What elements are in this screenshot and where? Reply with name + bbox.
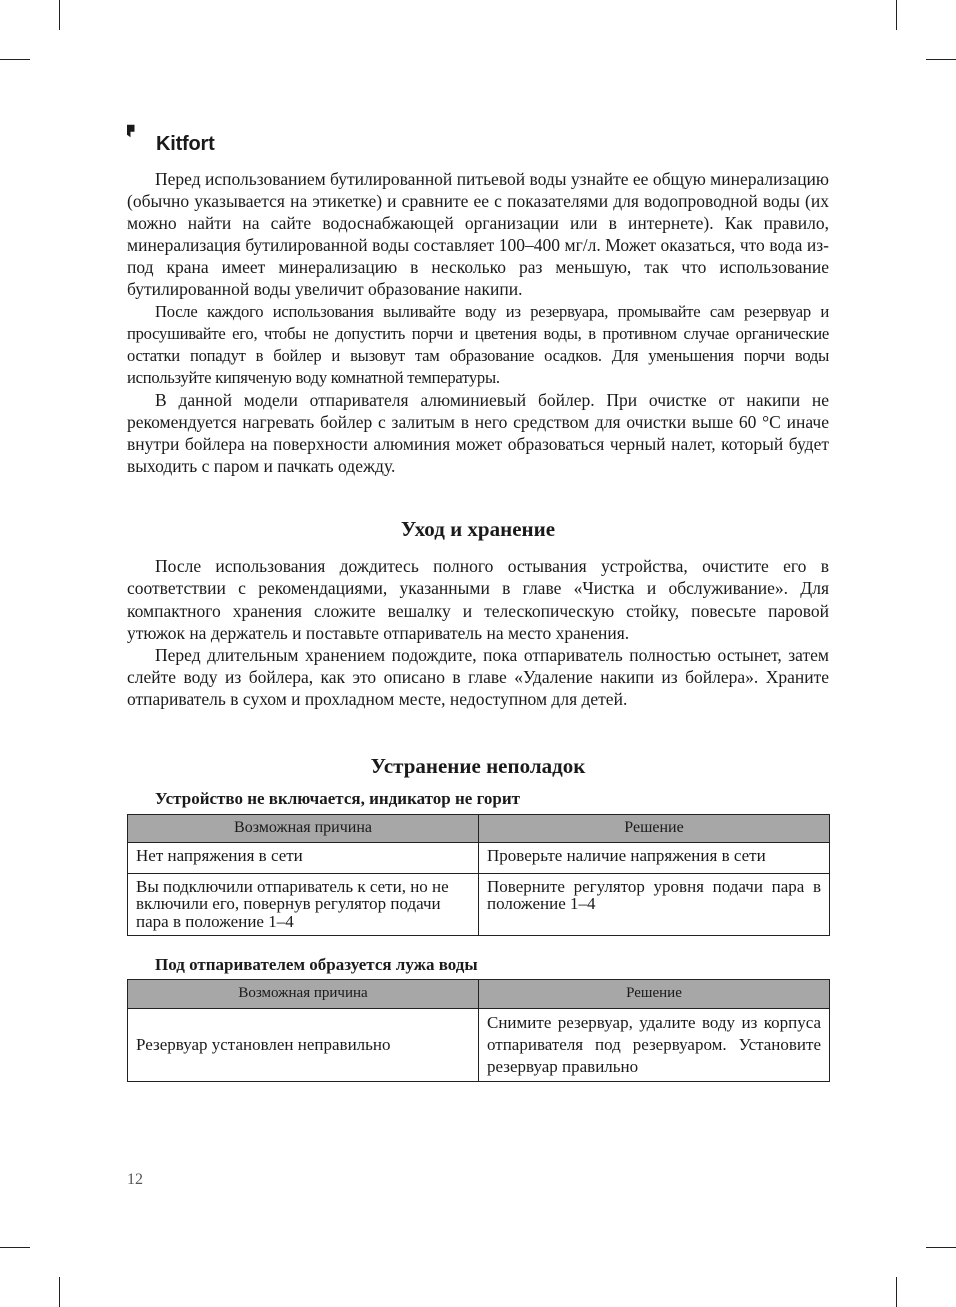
crop-mark <box>926 1247 956 1248</box>
crop-mark <box>59 1277 60 1307</box>
table-heading: Под отпаривателем образуется лужа воды <box>155 954 478 974</box>
crop-mark <box>896 1277 897 1307</box>
table-cell-cause: Резервуар установлен неправильно <box>128 1008 479 1081</box>
page-content <box>127 168 829 1082</box>
troubleshooting-table <box>127 979 830 1082</box>
brand-name: Kitfort <box>156 133 215 155</box>
page-number: 12 <box>127 1171 143 1188</box>
crop-mark <box>896 0 897 30</box>
crop-mark <box>59 0 60 30</box>
table-cell-cause: Нет напряжения в сети <box>128 842 479 873</box>
crop-mark <box>0 1247 30 1248</box>
table-heading: Устройство не включается, индикатор не горит <box>155 788 520 808</box>
troubleshooting-table <box>127 814 830 936</box>
table-cell-solution: Проверьте наличие напряжения в сети <box>479 842 830 873</box>
column-header-solution: Решение <box>479 979 830 1008</box>
kitfort-logo-icon <box>127 106 157 156</box>
section-title-troubleshooting: Устранение неполадок <box>370 753 586 778</box>
column-header-solution: Решение <box>479 814 830 842</box>
section-title-care: Уход и хранение <box>400 517 556 542</box>
table-cell-solution: Снимите резервуар, удалите воду из корпуса отпаривателя под резервуаром. Установите резервуар правильно <box>479 1008 830 1081</box>
table-cell-solution: Поверните регулятор уровня подачи пара в положение 1–4 <box>479 873 830 935</box>
table-cell-cause: Вы подключили отпариватель к сети, но не включили его, повернув регулятор подачи пара в положение 1–4 <box>128 873 479 935</box>
paragraph: После каждого использования выливайте воду из резервуара, промывайте сам резервуар и просушивайте его, чтобы не допустить порчи и цветения воды, в противном случае органические остатки попадут в бойлер и вызовут там образование осадков. Для уменьшения порчи воды используйте кипяченую воду комнатной температуры. <box>127 301 829 387</box>
paragraph: В данной модели отпаривателя алюминиевый бойлер. При очистке от накипи не рекомендуется нагревать бойлер с залитым в него средством для очистки выше 60 °C иначе внутри бойлера на поверхности алюминия может образоваться черный налет, который будет выходить с паром и пачкать одежду. <box>127 389 829 477</box>
column-header-cause: Возможная причина <box>128 814 479 842</box>
column-header-cause: Возможная причина <box>128 979 479 1008</box>
paragraph: Перед длительным хранением подождите, пока отпариватель полностью остынет, затем слейте воду из бойлера, как это описано в главе «Удаление накипи из бойлера». Храните отпариватель в сухом и прохладном месте, недоступном для детей. <box>127 644 829 709</box>
paragraph: После использования дождитесь полного остывания устройства, очистите его в соответствии с рекомендациями, указанными в главе «Чистка и обслуживание». Для компактного хранения сложите вешалку и телескопическую стойку, повесьте паровой утюжок на держатель и поставьте отпариватель на место хранения. <box>127 556 829 643</box>
crop-mark <box>926 59 956 60</box>
crop-mark <box>0 59 30 60</box>
paragraph: Перед использованием бутилированной питьевой воды узнайте ее общую минерализацию (обычно указывается на этикетке) и сравните ее с показателями для водопроводной воды (их можно найти на сайте водоснабжающей организации или в интернете). Как правило, минерализация бутилированной воды составляет 100–400 мг/л. Может оказаться, что вода из-под крана имеет минерализацию в несколько раз меньшую, так что использование бутилированной воды увеличит образование накипи. <box>127 169 829 300</box>
